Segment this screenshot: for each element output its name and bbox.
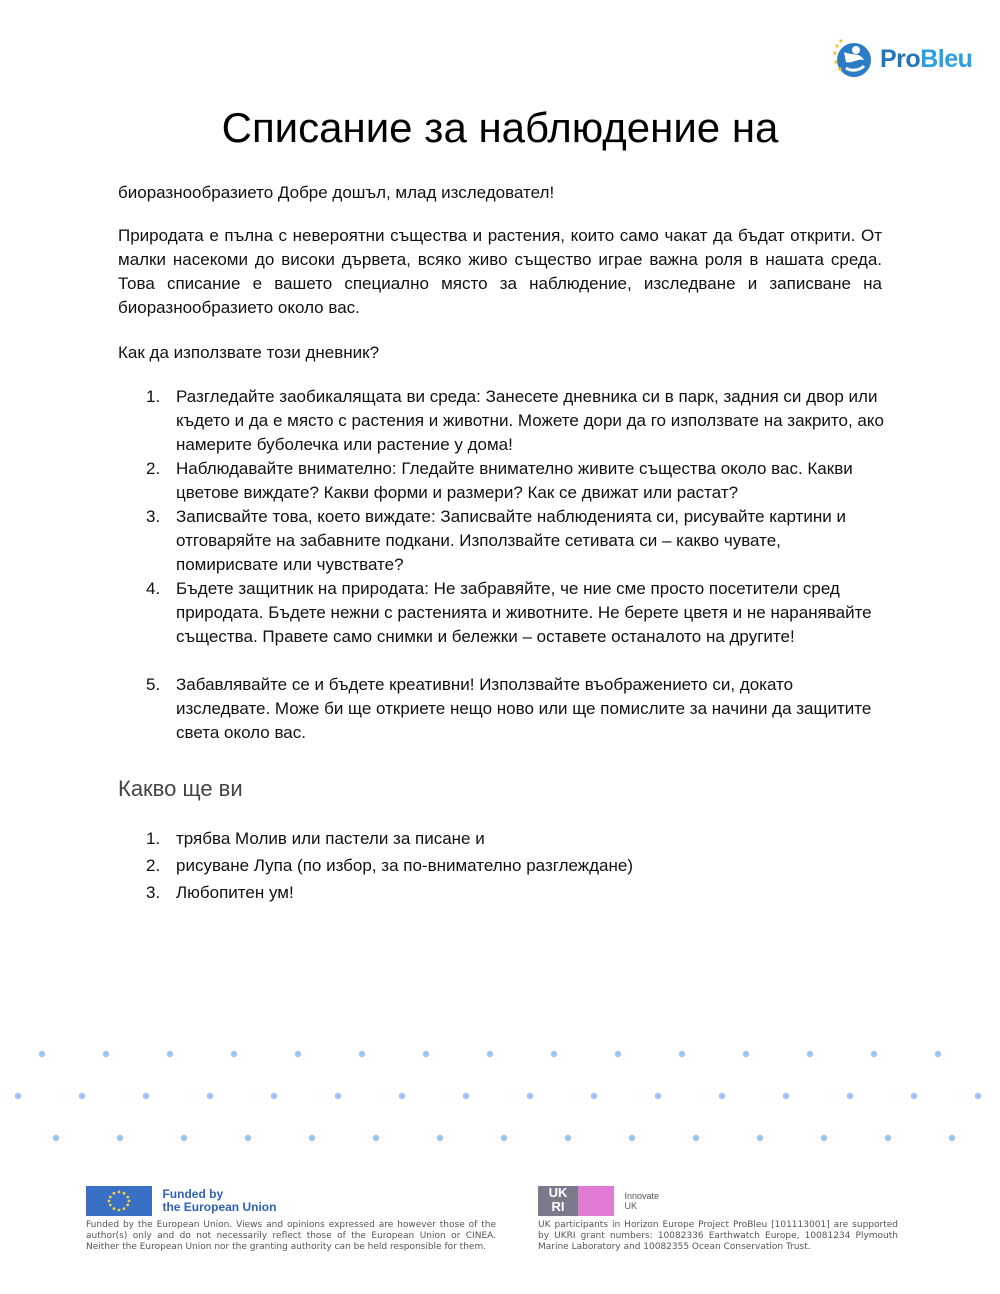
decorative-dot [309, 1135, 315, 1141]
probleu-logo [832, 38, 972, 80]
decorative-dot [757, 1135, 763, 1141]
decorative-dot [207, 1093, 213, 1099]
decorative-dot [231, 1051, 237, 1057]
needs-list [146, 827, 886, 908]
decorative-dot [911, 1093, 917, 1099]
decorative-dot [693, 1135, 699, 1141]
eu-funding-label: Funded by the European Union [162, 1187, 277, 1214]
decorative-dot [949, 1135, 955, 1141]
eu-disclaimer: Funded by the European Union. Views and opinions expressed are however those of the author(s) only and do not necessarily reflect those of the European Union or CINEA. Neither the European Union nor the granting authority can be held responsible for them. [86, 1220, 496, 1252]
decorative-dot [807, 1051, 813, 1057]
intro-paragraph: Природата е пълна с невероятни същества и растения, които само чакат да бъдат открити. От малки насекоми до високи дървета, всяко живо същество играе важна роля в нашата среда. Това списание е вашето специално място за наблюдение, изследване и записване на биоразнообразието около вас. [118, 226, 882, 317]
probleu-wordmark: ProBleu [880, 44, 973, 73]
decorative-dot [975, 1093, 981, 1099]
decorative-dot [399, 1093, 405, 1099]
decorative-dot [373, 1135, 379, 1141]
page-title: Списание за наблюдение на [221, 104, 779, 151]
decorative-dot [39, 1051, 45, 1057]
steps-list [146, 385, 886, 745]
decorative-dot [423, 1051, 429, 1057]
decorative-dot [245, 1135, 251, 1141]
decorative-dot [143, 1093, 149, 1099]
ukri-logo: UK RI [538, 1186, 614, 1216]
how-to-use-heading: Как да използвате този дневник? [118, 343, 380, 362]
innovate-uk-label: Innovate UK [624, 1191, 659, 1211]
decorative-dot [167, 1051, 173, 1057]
eu-flag-icon [86, 1186, 152, 1216]
decorative-dot [527, 1093, 533, 1099]
decorative-dot [679, 1051, 685, 1057]
uk-disclaimer: UK participants in Horizon Europe Project ProBleu [101113001] are supported by UKRI grant numbers: 10082336 Earthwatch Europe, 10081234 Plymouth Marine Laboratory and 10082355 Ocean Conservation Trust. [538, 1220, 898, 1252]
decorative-dots [0, 1040, 1000, 1150]
decorative-dot [591, 1093, 597, 1099]
decorative-dot [743, 1051, 749, 1057]
decorative-dot [79, 1093, 85, 1099]
decorative-dot [359, 1051, 365, 1057]
decorative-dot [655, 1093, 661, 1099]
needs-heading: Какво ще ви [118, 776, 243, 801]
decorative-dot [437, 1135, 443, 1141]
list-item: 3. Записвайте това, което виждате: Записвайте наблюденията си, рисувайте картини и отговаряйте на забавните подкани. Използвайте сетивата си – какво чувате, помирисвате или чувствате? [146, 507, 846, 574]
decorative-dot [463, 1093, 469, 1099]
decorative-dot [15, 1093, 21, 1099]
list-item: 5. Забавлявайте се и бъдете креативни! Използвайте въображението си, докато изследвате. Може би ще откриете нещо ново или ще помислите за начини да защитите света около вас. [146, 675, 872, 742]
decorative-dot [487, 1051, 493, 1057]
decorative-dot [181, 1135, 187, 1141]
decorative-dot [271, 1093, 277, 1099]
decorative-dot [783, 1093, 789, 1099]
decorative-dot [53, 1135, 59, 1141]
decorative-dot [885, 1135, 891, 1141]
decorative-dot [629, 1135, 635, 1141]
decorative-dot [615, 1051, 621, 1057]
decorative-dot [501, 1135, 507, 1141]
list-item: 1. трябва Молив или пастели за писане и [146, 829, 485, 848]
decorative-dot [847, 1093, 853, 1099]
list-item: 1. Разгледайте заобикалящата ви среда: Занесете дневника си в парк, задния си двор или където и да е място с растения и животни. Можете дори да го използвате на закрито, ако намерите буболечка или растение у дома! [146, 387, 884, 454]
probleu-mark-icon [832, 38, 874, 80]
decorative-dot [551, 1051, 557, 1057]
intro-text: биоразнообразието Добре дошъл, млад изследовател! [118, 183, 555, 202]
decorative-dot [565, 1135, 571, 1141]
decorative-dot [335, 1093, 341, 1099]
decorative-dot [935, 1051, 941, 1057]
list-item: 4. Бъдете защитник на природата: Не забравяйте, че ние сме просто посетители сред природата. Бъдете нежни с растенията и животните. Не берете цветя и не наранявайте същества. Правете само снимки и бележки – оставете останалото на другите! [146, 579, 872, 646]
decorative-dot [103, 1051, 109, 1057]
list-item: 3. Любопитен ум! [146, 883, 294, 902]
decorative-dot [117, 1135, 123, 1141]
eu-funding-block [86, 1186, 496, 1253]
list-item: 2. рисуване Лупа (по избор, за по-внимателно разглеждане) [146, 856, 633, 875]
list-item: 2. Наблюдавайте внимателно: Гледайте внимателно живите същества около вас. Какви цветове виждате? Какви форми и размери? Как се движат или растат? [146, 459, 853, 502]
ukri-funding-block [538, 1186, 898, 1253]
decorative-dot [871, 1051, 877, 1057]
decorative-dot [295, 1051, 301, 1057]
decorative-dot [719, 1093, 725, 1099]
decorative-dot [821, 1135, 827, 1141]
